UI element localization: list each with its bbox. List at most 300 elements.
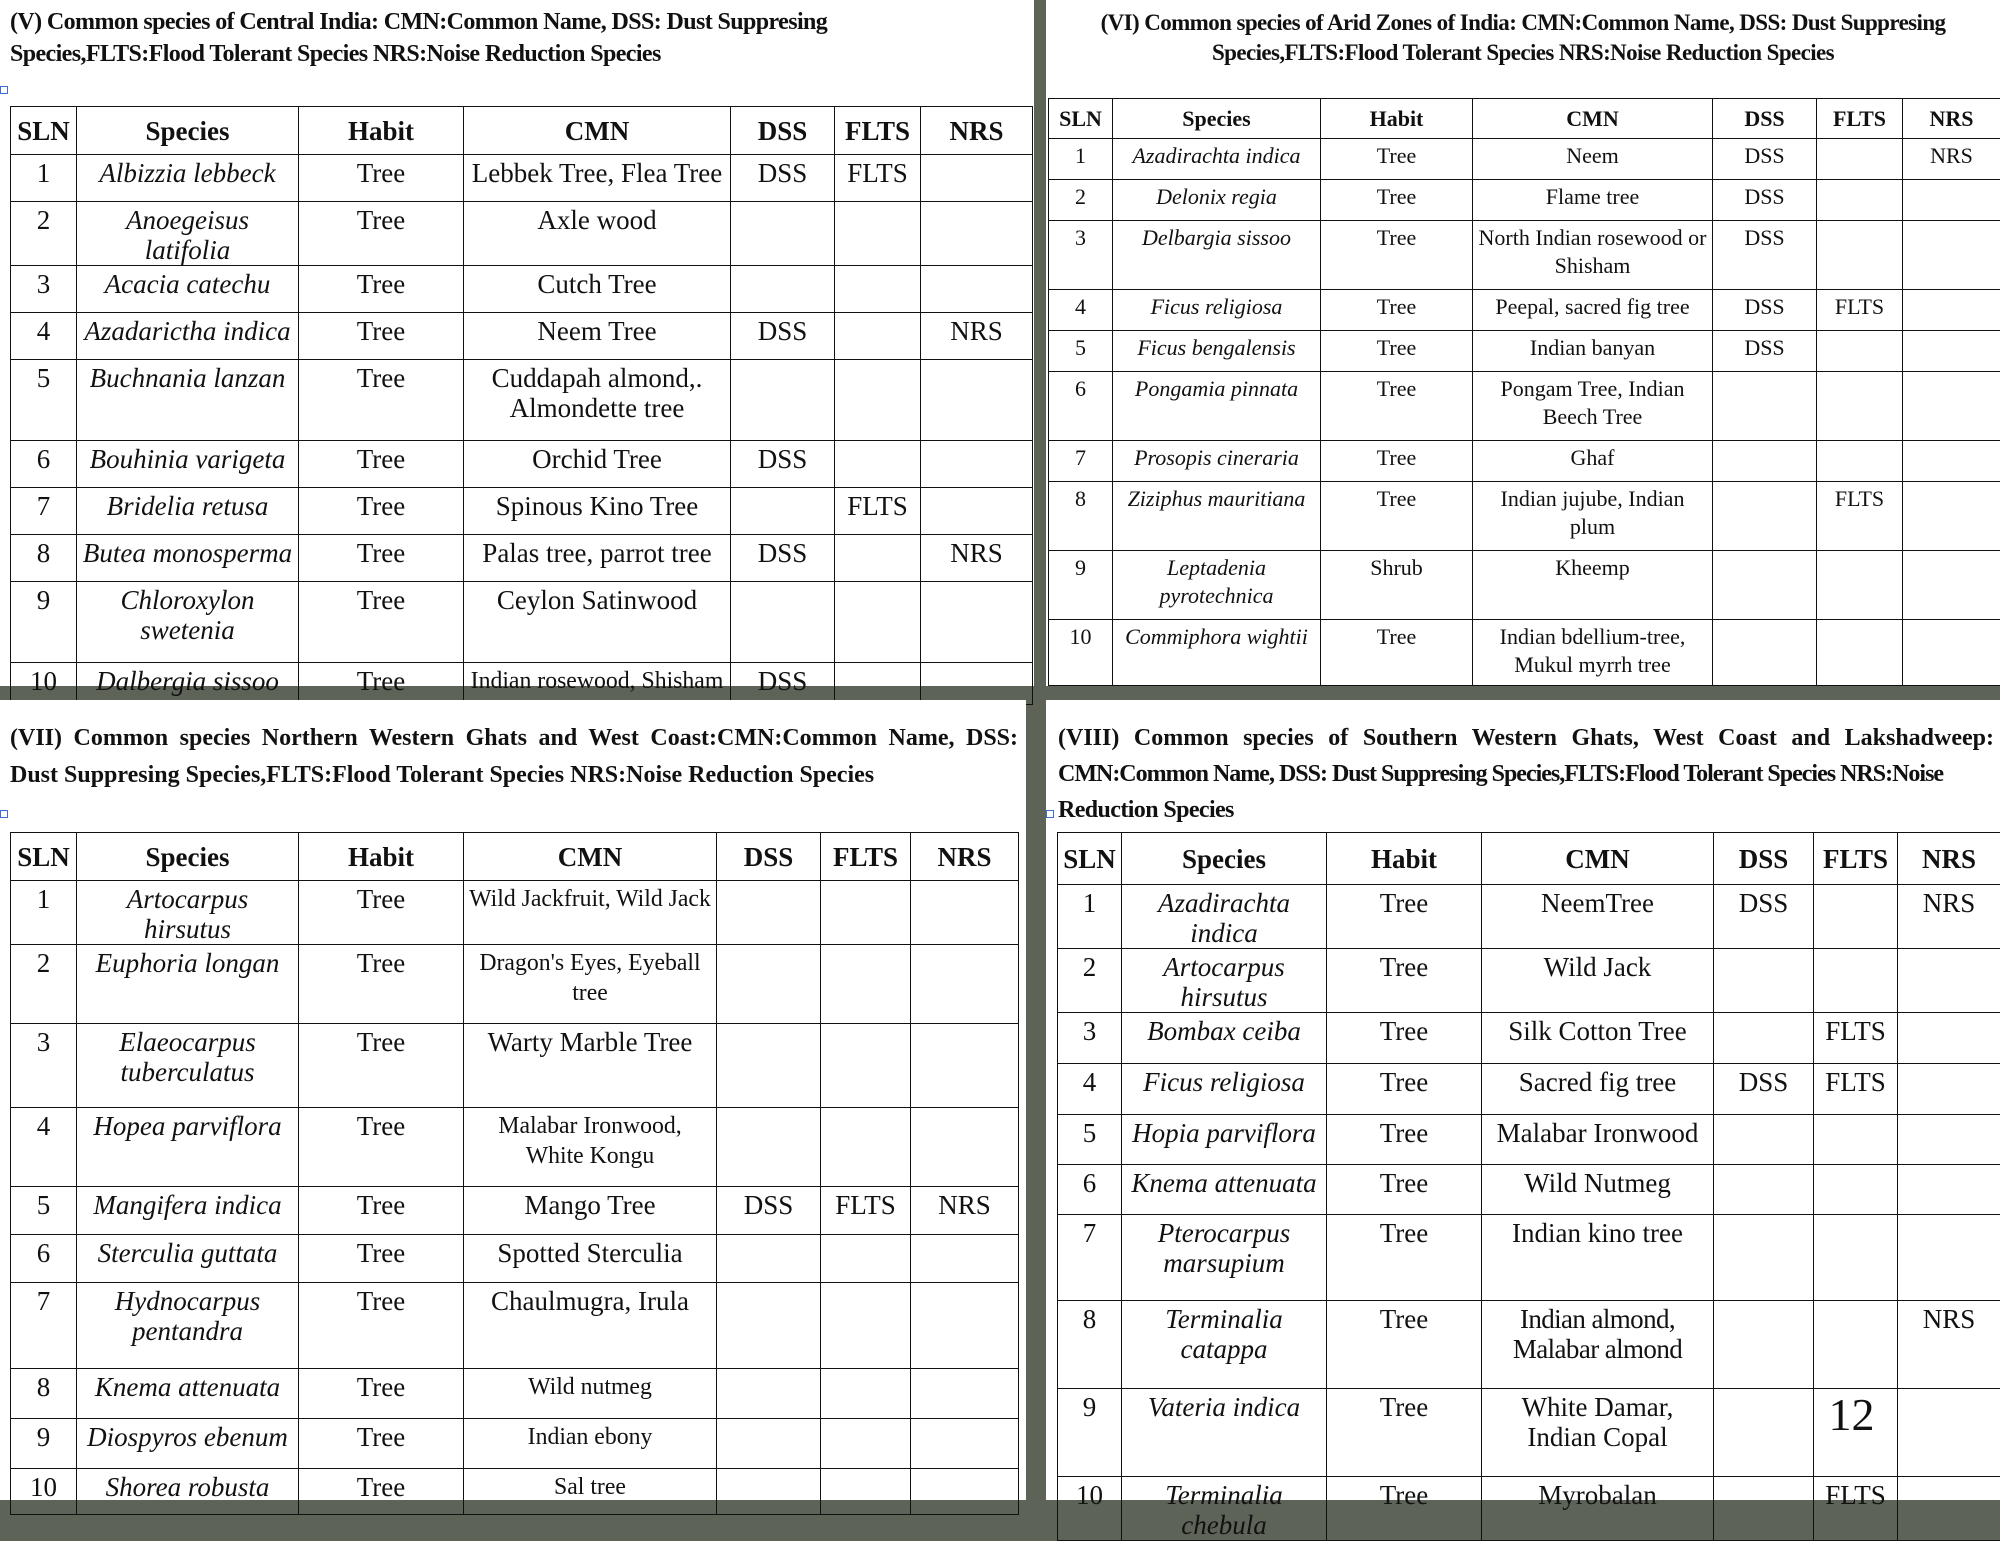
header-nrs: NRS bbox=[1903, 99, 2000, 139]
table-row bbox=[11, 266, 1033, 313]
cell-cmn: Wild Jackfruit, Wild Jack bbox=[464, 881, 717, 945]
cell-sln: 10 bbox=[11, 1469, 77, 1515]
table-row bbox=[1049, 482, 2000, 551]
cell-nrs bbox=[921, 155, 1033, 202]
anchor-marker-icon bbox=[0, 810, 8, 818]
header-sln: SLN bbox=[11, 833, 77, 881]
cell-nrs bbox=[911, 1024, 1019, 1108]
cell-habit: Tree bbox=[299, 945, 464, 1024]
cell-dss: DSS bbox=[731, 535, 835, 582]
cell-habit: Tree bbox=[1327, 1477, 1482, 1541]
cell-sln: 9 bbox=[11, 1419, 77, 1469]
cell-nrs bbox=[1903, 551, 2000, 620]
cell-nrs bbox=[921, 488, 1033, 535]
header-species: Species bbox=[77, 833, 299, 881]
cell-cmn: Sal tree bbox=[464, 1469, 717, 1515]
cell-habit: Tree bbox=[299, 663, 464, 705]
table-row bbox=[11, 535, 1033, 582]
cell-sln: 1 bbox=[1058, 885, 1122, 949]
cell-sln: 4 bbox=[1049, 290, 1113, 331]
table-row bbox=[1049, 620, 2000, 686]
cell-flts bbox=[1814, 1301, 1898, 1389]
cell-nrs bbox=[1898, 1013, 2000, 1064]
cell-species: Buchnania lanzan bbox=[77, 360, 299, 441]
cell-species: Hopia parviflora bbox=[1122, 1115, 1327, 1165]
table-row bbox=[11, 1469, 1019, 1515]
cell-species: Terminalia chebula bbox=[1122, 1477, 1327, 1541]
cell-nrs bbox=[911, 1235, 1019, 1283]
cell-sln: 4 bbox=[11, 1108, 77, 1187]
cell-species: Ficus bengalensis bbox=[1113, 331, 1321, 372]
cell-cmn: Indian banyan bbox=[1473, 331, 1713, 372]
cell-cmn: NeemTree bbox=[1482, 885, 1714, 949]
cell-cmn: Neem bbox=[1473, 139, 1713, 180]
header-flts: FLTS bbox=[1814, 833, 1898, 885]
table-header-row bbox=[1058, 833, 2000, 885]
cell-nrs bbox=[1898, 1389, 2000, 1477]
cell-habit: Tree bbox=[1327, 1215, 1482, 1301]
cell-nrs bbox=[1898, 1064, 2000, 1115]
header-species: Species bbox=[77, 107, 299, 155]
cell-dss bbox=[717, 1283, 821, 1369]
cell-species: Artocarpus hirsutus bbox=[77, 881, 299, 945]
cell-flts bbox=[821, 1369, 911, 1419]
cell-cmn: Indian bdellium-tree, Mukul myrrh tree bbox=[1473, 620, 1713, 686]
cell-dss bbox=[717, 881, 821, 945]
cell-habit: Tree bbox=[1327, 1115, 1482, 1165]
cell-nrs bbox=[1903, 482, 2000, 551]
cell-sln: 8 bbox=[11, 535, 77, 582]
cell-dss: DSS bbox=[1714, 885, 1814, 949]
panel-title-line: (VII) Common species Northern Western Ghats and West Coast:CMN:Common Name, DSS: bbox=[10, 720, 1018, 757]
cell-flts: FLTS bbox=[1814, 1013, 1898, 1064]
cell-habit: Tree bbox=[299, 441, 464, 488]
cell-nrs bbox=[1903, 372, 2000, 441]
cell-flts bbox=[1814, 1165, 1898, 1215]
cell-cmn: Spotted Sterculia bbox=[464, 1235, 717, 1283]
cell-sln: 3 bbox=[1049, 221, 1113, 290]
cell-flts: FLTS bbox=[835, 488, 921, 535]
cell-flts bbox=[1817, 620, 1903, 686]
cell-species: Chloroxylon swetenia bbox=[77, 582, 299, 663]
cell-species: Ficus religiosa bbox=[1113, 290, 1321, 331]
cell-species: Delonix regia bbox=[1113, 180, 1321, 221]
cell-habit: Tree bbox=[299, 1235, 464, 1283]
cell-habit: Tree bbox=[1327, 1165, 1482, 1215]
cell-habit: Tree bbox=[299, 360, 464, 441]
species-table-arid-zones bbox=[1048, 98, 2000, 686]
cell-dss: DSS bbox=[717, 1187, 821, 1235]
cell-cmn: Wild Jack bbox=[1482, 949, 1714, 1013]
cell-nrs bbox=[911, 1419, 1019, 1469]
header-sln: SLN bbox=[1049, 99, 1113, 139]
cell-habit: Tree bbox=[299, 1108, 464, 1187]
cell-cmn: Axle wood bbox=[464, 202, 731, 266]
cell-flts bbox=[1817, 180, 1903, 221]
cell-cmn: Palas tree, parrot tree bbox=[464, 535, 731, 582]
cell-nrs bbox=[921, 202, 1033, 266]
cell-nrs bbox=[1898, 1115, 2000, 1165]
cell-habit: Tree bbox=[1321, 482, 1473, 551]
cell-sln: 9 bbox=[11, 582, 77, 663]
panel-title bbox=[10, 6, 1020, 70]
cell-flts bbox=[835, 441, 921, 488]
cell-species: Dalbergia sissoo bbox=[77, 663, 299, 705]
cell-dss: DSS bbox=[731, 155, 835, 202]
cell-cmn: Malabar Ironwood bbox=[1482, 1115, 1714, 1165]
header-species: Species bbox=[1122, 833, 1327, 885]
cell-species: Delbargia sissoo bbox=[1113, 221, 1321, 290]
cell-cmn: North Indian rosewood or Shisham bbox=[1473, 221, 1713, 290]
cell-cmn: Malabar Ironwood, White Kongu bbox=[464, 1108, 717, 1187]
cell-flts bbox=[821, 1235, 911, 1283]
cell-species: Albizzia lebbeck bbox=[77, 155, 299, 202]
cell-species: Azadirachta indica bbox=[1122, 885, 1327, 949]
header-sln: SLN bbox=[11, 107, 77, 155]
cell-sln: 10 bbox=[1058, 1477, 1122, 1541]
cell-flts bbox=[1814, 885, 1898, 949]
cell-flts bbox=[835, 535, 921, 582]
cell-nrs bbox=[1898, 1165, 2000, 1215]
table-row bbox=[11, 441, 1033, 488]
header-cmn: CMN bbox=[1473, 99, 1713, 139]
cell-sln: 5 bbox=[11, 1187, 77, 1235]
cell-cmn: Warty Marble Tree bbox=[464, 1024, 717, 1108]
cell-species: Elaeocarpus tuberculatus bbox=[77, 1024, 299, 1108]
cell-cmn: Sacred fig tree bbox=[1482, 1064, 1714, 1115]
cell-flts: FLTS bbox=[1814, 1477, 1898, 1541]
cell-cmn: Kheemp bbox=[1473, 551, 1713, 620]
cell-flts bbox=[1817, 372, 1903, 441]
cell-habit: Tree bbox=[299, 202, 464, 266]
header-flts: FLTS bbox=[1817, 99, 1903, 139]
table-row bbox=[11, 663, 1033, 705]
header-sln: SLN bbox=[1058, 833, 1122, 885]
table-row bbox=[1049, 180, 2000, 221]
cell-dss bbox=[731, 488, 835, 535]
panel-title-line: (VI) Common species of Arid Zones of India: CMN:Common Name, DSS: Dust Suppresing bbox=[1050, 8, 1996, 38]
cell-cmn: Wild Nutmeg bbox=[1482, 1165, 1714, 1215]
cell-sln: 7 bbox=[1058, 1215, 1122, 1301]
cell-sln: 6 bbox=[11, 441, 77, 488]
cell-dss bbox=[731, 266, 835, 313]
cell-sln: 3 bbox=[11, 1024, 77, 1108]
cell-habit: Tree bbox=[299, 266, 464, 313]
table-row bbox=[11, 155, 1033, 202]
table-row bbox=[11, 313, 1033, 360]
cell-flts bbox=[835, 582, 921, 663]
panel-title-line: Dust Suppresing Species,FLTS:Flood Tolerant Species NRS:Noise Reduction Species bbox=[10, 757, 1018, 794]
cell-dss bbox=[1713, 620, 1817, 686]
table-row bbox=[11, 1024, 1019, 1108]
cell-dss bbox=[717, 1108, 821, 1187]
cell-sln: 2 bbox=[1058, 949, 1122, 1013]
cell-sln: 4 bbox=[1058, 1064, 1122, 1115]
cell-cmn: Neem Tree bbox=[464, 313, 731, 360]
panel-title-line: Species,FLTS:Flood Tolerant Species NRS:Noise Reduction Species bbox=[10, 38, 1020, 70]
cell-dss bbox=[731, 360, 835, 441]
header-habit: Habit bbox=[299, 833, 464, 881]
cell-dss bbox=[717, 1024, 821, 1108]
table-row bbox=[11, 1283, 1019, 1369]
cell-cmn: Chaulmugra, Irula bbox=[464, 1283, 717, 1369]
cell-habit: Tree bbox=[299, 155, 464, 202]
cell-sln: 1 bbox=[11, 155, 77, 202]
cell-nrs bbox=[911, 1108, 1019, 1187]
cell-habit: Tree bbox=[299, 1419, 464, 1469]
cell-dss bbox=[1713, 551, 1817, 620]
cell-sln: 8 bbox=[1049, 482, 1113, 551]
cell-dss bbox=[717, 945, 821, 1024]
cell-nrs bbox=[1903, 331, 2000, 372]
table-row bbox=[1049, 290, 2000, 331]
header-cmn: CMN bbox=[1482, 833, 1714, 885]
cell-nrs bbox=[911, 945, 1019, 1024]
table-row bbox=[1049, 551, 2000, 620]
cell-cmn: Ceylon Satinwood bbox=[464, 582, 731, 663]
cell-flts bbox=[1817, 139, 1903, 180]
table-row bbox=[11, 1369, 1019, 1419]
cell-nrs: NRS bbox=[921, 535, 1033, 582]
cell-cmn: Indian ebony bbox=[464, 1419, 717, 1469]
cell-habit: Tree bbox=[299, 1283, 464, 1369]
cell-sln: 1 bbox=[11, 881, 77, 945]
cell-habit: Tree bbox=[1327, 1013, 1482, 1064]
cell-dss bbox=[731, 582, 835, 663]
cell-species: Leptadenia pyrotechnica bbox=[1113, 551, 1321, 620]
cell-species: Artocarpus hirsutus bbox=[1122, 949, 1327, 1013]
cell-habit: Tree bbox=[1321, 331, 1473, 372]
table-row bbox=[11, 488, 1033, 535]
cell-sln: 3 bbox=[1058, 1013, 1122, 1064]
cell-habit: Tree bbox=[1327, 1301, 1482, 1389]
cell-cmn: Wild nutmeg bbox=[464, 1369, 717, 1419]
cell-nrs bbox=[911, 1283, 1019, 1369]
cell-species: Hopea parviflora bbox=[77, 1108, 299, 1187]
cell-habit: Tree bbox=[299, 582, 464, 663]
cell-cmn: Mango Tree bbox=[464, 1187, 717, 1235]
anchor-marker-icon bbox=[1046, 810, 1054, 818]
cell-nrs bbox=[1898, 949, 2000, 1013]
cell-dss: DSS bbox=[731, 313, 835, 360]
cell-cmn: Pongam Tree, Indian Beech Tree bbox=[1473, 372, 1713, 441]
cell-dss bbox=[731, 202, 835, 266]
cell-dss bbox=[717, 1419, 821, 1469]
table-row bbox=[1058, 1477, 2000, 1541]
header-nrs: NRS bbox=[921, 107, 1033, 155]
cell-cmn: Flame tree bbox=[1473, 180, 1713, 221]
cell-cmn: Cutch Tree bbox=[464, 266, 731, 313]
header-habit: Habit bbox=[1321, 99, 1473, 139]
cell-nrs bbox=[921, 266, 1033, 313]
table-row bbox=[1049, 139, 2000, 180]
table-row bbox=[11, 945, 1019, 1024]
cell-habit: Tree bbox=[299, 1369, 464, 1419]
cell-dss: DSS bbox=[1713, 139, 1817, 180]
header-dss: DSS bbox=[731, 107, 835, 155]
table-row bbox=[11, 1235, 1019, 1283]
panel-title-line: (V) Common species of Central India: CMN:Common Name, DSS: Dust Suppresing bbox=[10, 6, 1020, 38]
species-table-northern-western-ghats bbox=[10, 832, 1019, 1515]
cell-habit: Tree bbox=[1327, 1064, 1482, 1115]
table-row bbox=[1058, 885, 2000, 949]
cell-flts bbox=[821, 1283, 911, 1369]
cell-flts bbox=[1817, 551, 1903, 620]
header-habit: Habit bbox=[1327, 833, 1482, 885]
panel-title-line: Reduction Species bbox=[1058, 792, 1994, 828]
cell-habit: Tree bbox=[1321, 620, 1473, 686]
cell-species: Hydnocarpus pentandra bbox=[77, 1283, 299, 1369]
cell-dss bbox=[1714, 1013, 1814, 1064]
panel-title-line: (VIII) Common species of Southern Western Ghats, West Coast and Lakshadweep: bbox=[1058, 720, 1994, 756]
cell-habit: Tree bbox=[299, 881, 464, 945]
cell-habit: Tree bbox=[1321, 221, 1473, 290]
cell-cmn: Myrobalan bbox=[1482, 1477, 1714, 1541]
cell-flts bbox=[1814, 1389, 1898, 1477]
table-row bbox=[11, 582, 1033, 663]
header-dss: DSS bbox=[717, 833, 821, 881]
cell-dss bbox=[1714, 1389, 1814, 1477]
cell-flts bbox=[1817, 331, 1903, 372]
table-row bbox=[1058, 1215, 2000, 1301]
cell-habit: Tree bbox=[1321, 290, 1473, 331]
cell-habit: Tree bbox=[299, 313, 464, 360]
cell-habit: Tree bbox=[1321, 441, 1473, 482]
cell-species: Anoegeisus latifolia bbox=[77, 202, 299, 266]
header-dss: DSS bbox=[1713, 99, 1817, 139]
cell-flts bbox=[835, 266, 921, 313]
cell-dss: DSS bbox=[731, 663, 835, 705]
header-cmn: CMN bbox=[464, 107, 731, 155]
cell-sln: 8 bbox=[11, 1369, 77, 1419]
cell-flts bbox=[821, 1419, 911, 1469]
cell-dss: DSS bbox=[1713, 290, 1817, 331]
cell-species: Commiphora wightii bbox=[1113, 620, 1321, 686]
table-row bbox=[1058, 1301, 2000, 1389]
cell-nrs: NRS bbox=[1903, 139, 2000, 180]
table-row bbox=[1058, 1064, 2000, 1115]
header-nrs: NRS bbox=[1898, 833, 2000, 885]
table-row bbox=[11, 881, 1019, 945]
header-cmn: CMN bbox=[464, 833, 717, 881]
cell-nrs bbox=[1903, 180, 2000, 221]
cell-sln: 6 bbox=[1049, 372, 1113, 441]
cell-dss: DSS bbox=[1713, 180, 1817, 221]
cell-flts bbox=[835, 360, 921, 441]
anchor-marker-icon bbox=[0, 86, 8, 94]
cell-dss: DSS bbox=[1713, 221, 1817, 290]
cell-species: Sterculia guttata bbox=[77, 1235, 299, 1283]
cell-flts bbox=[1814, 1115, 1898, 1165]
cell-habit: Tree bbox=[1321, 372, 1473, 441]
cell-nrs bbox=[921, 360, 1033, 441]
cell-species: Bouhinia varigeta bbox=[77, 441, 299, 488]
cell-sln: 2 bbox=[1049, 180, 1113, 221]
cell-sln: 5 bbox=[1049, 331, 1113, 372]
table-header-row bbox=[1049, 99, 2000, 139]
cell-cmn: Peepal, sacred fig tree bbox=[1473, 290, 1713, 331]
cell-cmn: Orchid Tree bbox=[464, 441, 731, 488]
panel-title-line: Species,FLTS:Flood Tolerant Species NRS:Noise Reduction Species bbox=[1050, 38, 1996, 68]
cell-flts bbox=[835, 313, 921, 360]
table-row bbox=[11, 202, 1033, 266]
cell-sln: 7 bbox=[11, 1283, 77, 1369]
cell-species: Acacia catechu bbox=[77, 266, 299, 313]
table-row bbox=[1058, 949, 2000, 1013]
cell-species: Euphoria longan bbox=[77, 945, 299, 1024]
cell-flts bbox=[1817, 221, 1903, 290]
panel-title bbox=[1050, 8, 1996, 68]
cell-sln: 8 bbox=[1058, 1301, 1122, 1389]
cell-flts: FLTS bbox=[835, 155, 921, 202]
cell-sln: 5 bbox=[11, 360, 77, 441]
cell-dss bbox=[1713, 372, 1817, 441]
cell-flts: FLTS bbox=[821, 1187, 911, 1235]
cell-sln: 9 bbox=[1049, 551, 1113, 620]
cell-sln: 6 bbox=[1058, 1165, 1122, 1215]
header-flts: FLTS bbox=[821, 833, 911, 881]
cell-habit: Tree bbox=[1321, 139, 1473, 180]
panel-title bbox=[10, 720, 1018, 794]
table-row bbox=[1049, 441, 2000, 482]
cell-nrs bbox=[911, 881, 1019, 945]
cell-species: Mangifera indica bbox=[77, 1187, 299, 1235]
cell-habit: Tree bbox=[1327, 885, 1482, 949]
cell-sln: 4 bbox=[11, 313, 77, 360]
table-row bbox=[1058, 1115, 2000, 1165]
cell-species: Knema attenuata bbox=[77, 1369, 299, 1419]
cell-flts bbox=[1814, 1215, 1898, 1301]
species-table-central-india bbox=[10, 106, 1033, 705]
cell-dss bbox=[717, 1469, 821, 1515]
cell-flts bbox=[835, 202, 921, 266]
cell-sln: 1 bbox=[1049, 139, 1113, 180]
cell-dss bbox=[1714, 1477, 1814, 1541]
cell-flts bbox=[821, 1024, 911, 1108]
cell-species: Knema attenuata bbox=[1122, 1165, 1327, 1215]
cell-habit: Tree bbox=[299, 1469, 464, 1515]
cell-species: Prosopis cineraria bbox=[1113, 441, 1321, 482]
cell-habit: Shrub bbox=[1321, 551, 1473, 620]
cell-nrs bbox=[1903, 221, 2000, 290]
cell-species: Vateria indica bbox=[1122, 1389, 1327, 1477]
cell-habit: Tree bbox=[299, 1187, 464, 1235]
table-row bbox=[11, 1419, 1019, 1469]
cell-flts: FLTS bbox=[1817, 482, 1903, 551]
cell-flts bbox=[1814, 949, 1898, 1013]
cell-sln: 2 bbox=[11, 202, 77, 266]
cell-sln: 10 bbox=[1049, 620, 1113, 686]
species-table-southern-western-ghats bbox=[1057, 832, 2000, 1541]
cell-flts bbox=[821, 1469, 911, 1515]
cell-habit: Tree bbox=[299, 1024, 464, 1108]
cell-cmn: Cuddapah almond,. Almondette tree bbox=[464, 360, 731, 441]
cell-flts bbox=[821, 1108, 911, 1187]
cell-sln: 2 bbox=[11, 945, 77, 1024]
header-species: Species bbox=[1113, 99, 1321, 139]
cell-flts bbox=[1817, 441, 1903, 482]
table-row bbox=[11, 360, 1033, 441]
cell-species: Ziziphus mauritiana bbox=[1113, 482, 1321, 551]
table-row bbox=[11, 1187, 1019, 1235]
cell-cmn: Lebbek Tree, Flea Tree bbox=[464, 155, 731, 202]
cell-dss bbox=[1714, 1301, 1814, 1389]
table-row bbox=[1058, 1165, 2000, 1215]
cell-species: Pterocarpus marsupium bbox=[1122, 1215, 1327, 1301]
cell-sln: 10 bbox=[11, 663, 77, 705]
cell-nrs bbox=[1903, 441, 2000, 482]
cell-nrs bbox=[1903, 290, 2000, 331]
